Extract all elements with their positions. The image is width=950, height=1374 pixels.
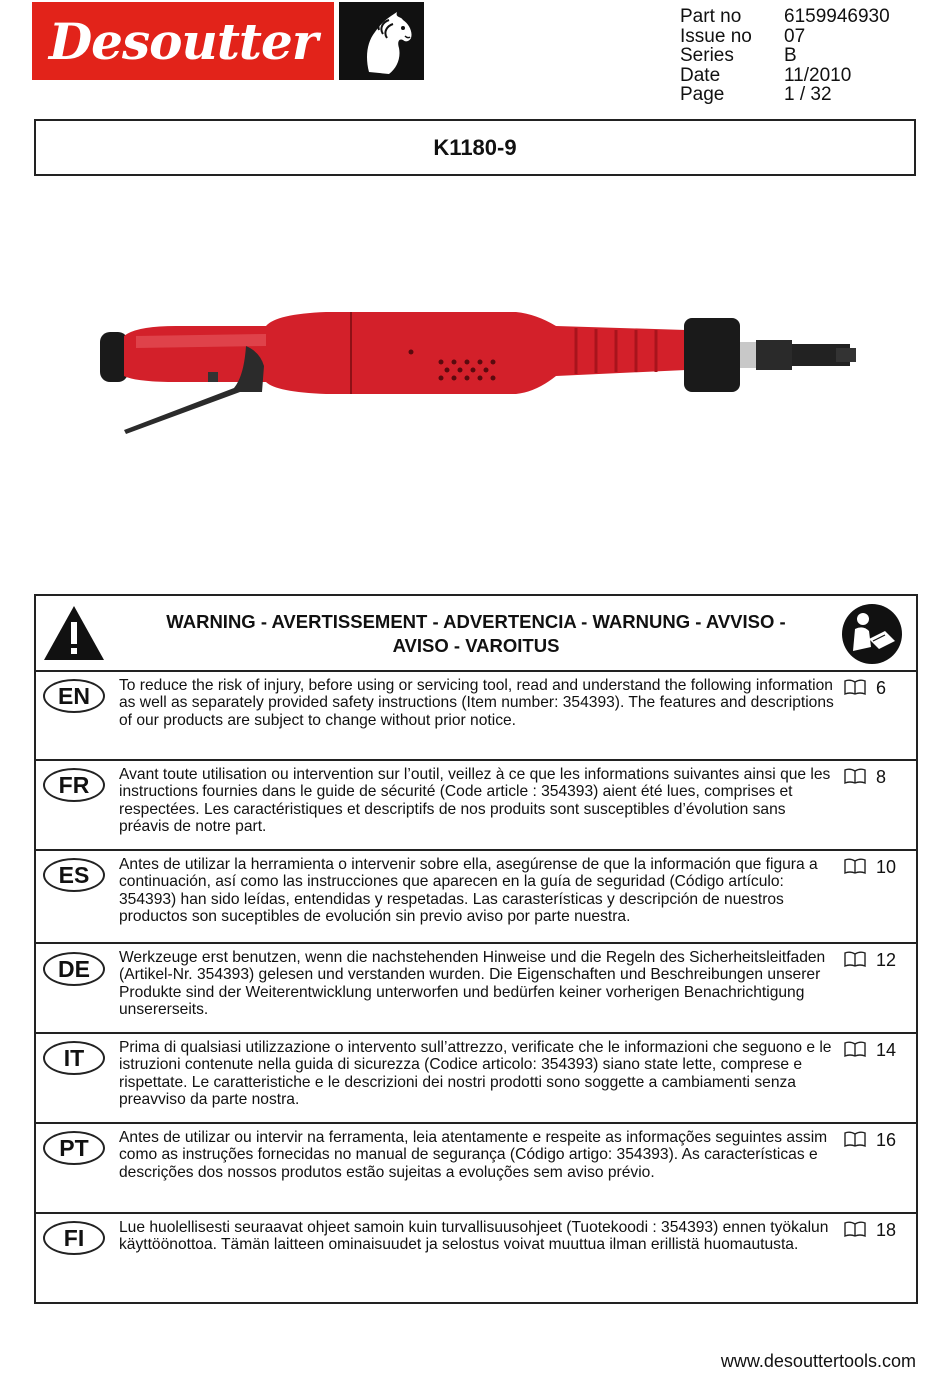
language-row-fi — [36, 1214, 916, 1302]
language-text-de: Werkzeuge erst benutzen, wenn die nachstehenden Hinweise und die Regeln des Sicherheitsleitfaden (Artikel-Nr. 354393) gelesen und verstanden wurden. Die Eigenschaften und Beschreibungen unserer Produkte sind der Weiterentwicklung unterworfen und bedürfen keiner vorherigen Benachrichtigung unsererseits. — [119, 949, 826, 1018]
page-ref-de: 12 — [876, 950, 897, 970]
book-icon — [844, 1221, 866, 1237]
warning-title: WARNING - AVERTISSEMENT - ADVERTENCIA - WARNUNG - AVVISO - AVISO - VAROITUS — [166, 611, 786, 656]
horse-logo-icon — [339, 2, 424, 80]
document-meta — [680, 7, 890, 105]
page-ref-es: 10 — [876, 857, 897, 877]
meta-row-issue-no: Issue no 07 — [680, 25, 806, 47]
page-ref-en: 6 — [876, 678, 887, 698]
model-title-box — [34, 119, 916, 176]
language-badge-es: ES — [43, 858, 105, 892]
language-badge-fr: FR — [43, 768, 105, 802]
language-row-de — [36, 944, 916, 1034]
language-row-pt — [36, 1124, 916, 1214]
language-text-fr: Avant toute utilisation ou intervention sur l’outil, veillez à ce que les informations suivantes ainsi que les instructions fournies dans le guide de sécurité (Code article : 354393) aient été lues, comprises et respectées. Les caractéristiques et descriptifs de nos produits sont susceptibles d’évolution sans préavis de notre part. — [119, 766, 831, 835]
book-icon — [844, 1131, 866, 1147]
language-row-fr — [36, 761, 916, 851]
die-grinder-illustration — [96, 296, 866, 446]
footer-website-link[interactable]: www.desouttertools.com — [720, 1351, 916, 1371]
language-badge-fi: FI — [43, 1221, 105, 1255]
language-badge-de: DE — [43, 952, 105, 986]
language-text-it: Prima di qualsiasi utilizzazione o intervento sull’attrezzo, verificate che le informazioni che seguono e le istruzioni contenute nella guida di sicurezza (Codice articolo: 354393) siano state lette, comprese e rispettate. Le caratteristiche e le descrizioni dei nostri prodotti sono soggette a cambiamenti senza preavviso da parte nostra. — [119, 1039, 832, 1108]
meta-row-page: Page 1 / 32 — [680, 84, 832, 105]
book-icon — [844, 858, 866, 874]
language-badge-it: IT — [43, 1041, 105, 1075]
language-row-en — [36, 672, 916, 761]
brand-name: Desoutter — [48, 11, 318, 71]
language-text-fi: Lue huolellisesti seuraavat ohjeet samoin kuin turvallisuusohjeet (Tuotekoodi : 354393) ennen työkalun käyttöönottoa. Tämän laitteen ominaisuudet ja selostus voivat muuttua ilman erillistä huomautusta. — [119, 1219, 829, 1254]
meta-row-series: Series B — [680, 45, 797, 66]
language-text-pt: Antes de utilizar ou intervir na ferramenta, leia atentamente e respeite as informações seguintes assim como as instruções fornecidas no manual de segurança (Código artigo: 354393). As características e descrições dos nossos produtos estão sujeitas a evoluções sem aviso prévio. — [119, 1129, 828, 1181]
language-text-en: To reduce the risk of injury, before using or servicing tool, read and understand the following information as well as separately provided safety instructions (Item number: 354393). The features and descriptions of our products are subject to change without prior notice. — [119, 677, 834, 729]
meta-row-part-no: Part no 6159946930 — [680, 6, 890, 27]
meta-row-date: Date 11/2010 — [680, 64, 852, 86]
brand-logo — [32, 2, 334, 80]
warning-header — [36, 596, 916, 672]
book-icon — [844, 768, 866, 784]
book-icon — [844, 679, 866, 695]
warning-triangle-icon — [42, 604, 106, 662]
page-ref-fi: 18 — [876, 1220, 897, 1240]
model-title: K1180-9 — [433, 134, 517, 160]
read-manual-icon — [841, 603, 903, 665]
language-badge-pt: PT — [43, 1131, 105, 1165]
language-row-it — [36, 1034, 916, 1124]
language-badge-en: EN — [43, 679, 105, 713]
book-icon — [844, 1041, 866, 1057]
page-ref-fr: 8 — [876, 767, 887, 787]
book-icon — [844, 951, 866, 967]
warning-table — [34, 594, 918, 1304]
page-ref-pt: 16 — [876, 1130, 897, 1150]
language-text-es: Antes de utilizar la herramienta o intervenir sobre ella, asegúrense de que la información que figura a continuación, así como las instrucciones que aparecen en la guía de seguridad (Código artículo: 354393) han sido leídas, entendidas y respetadas. Las carasterísticas y descripción de nuestros productos son suceptibles de evolución sin previo aviso por parte nuestra. — [119, 856, 818, 925]
language-row-es — [36, 851, 916, 944]
page-ref-it: 14 — [876, 1040, 897, 1060]
